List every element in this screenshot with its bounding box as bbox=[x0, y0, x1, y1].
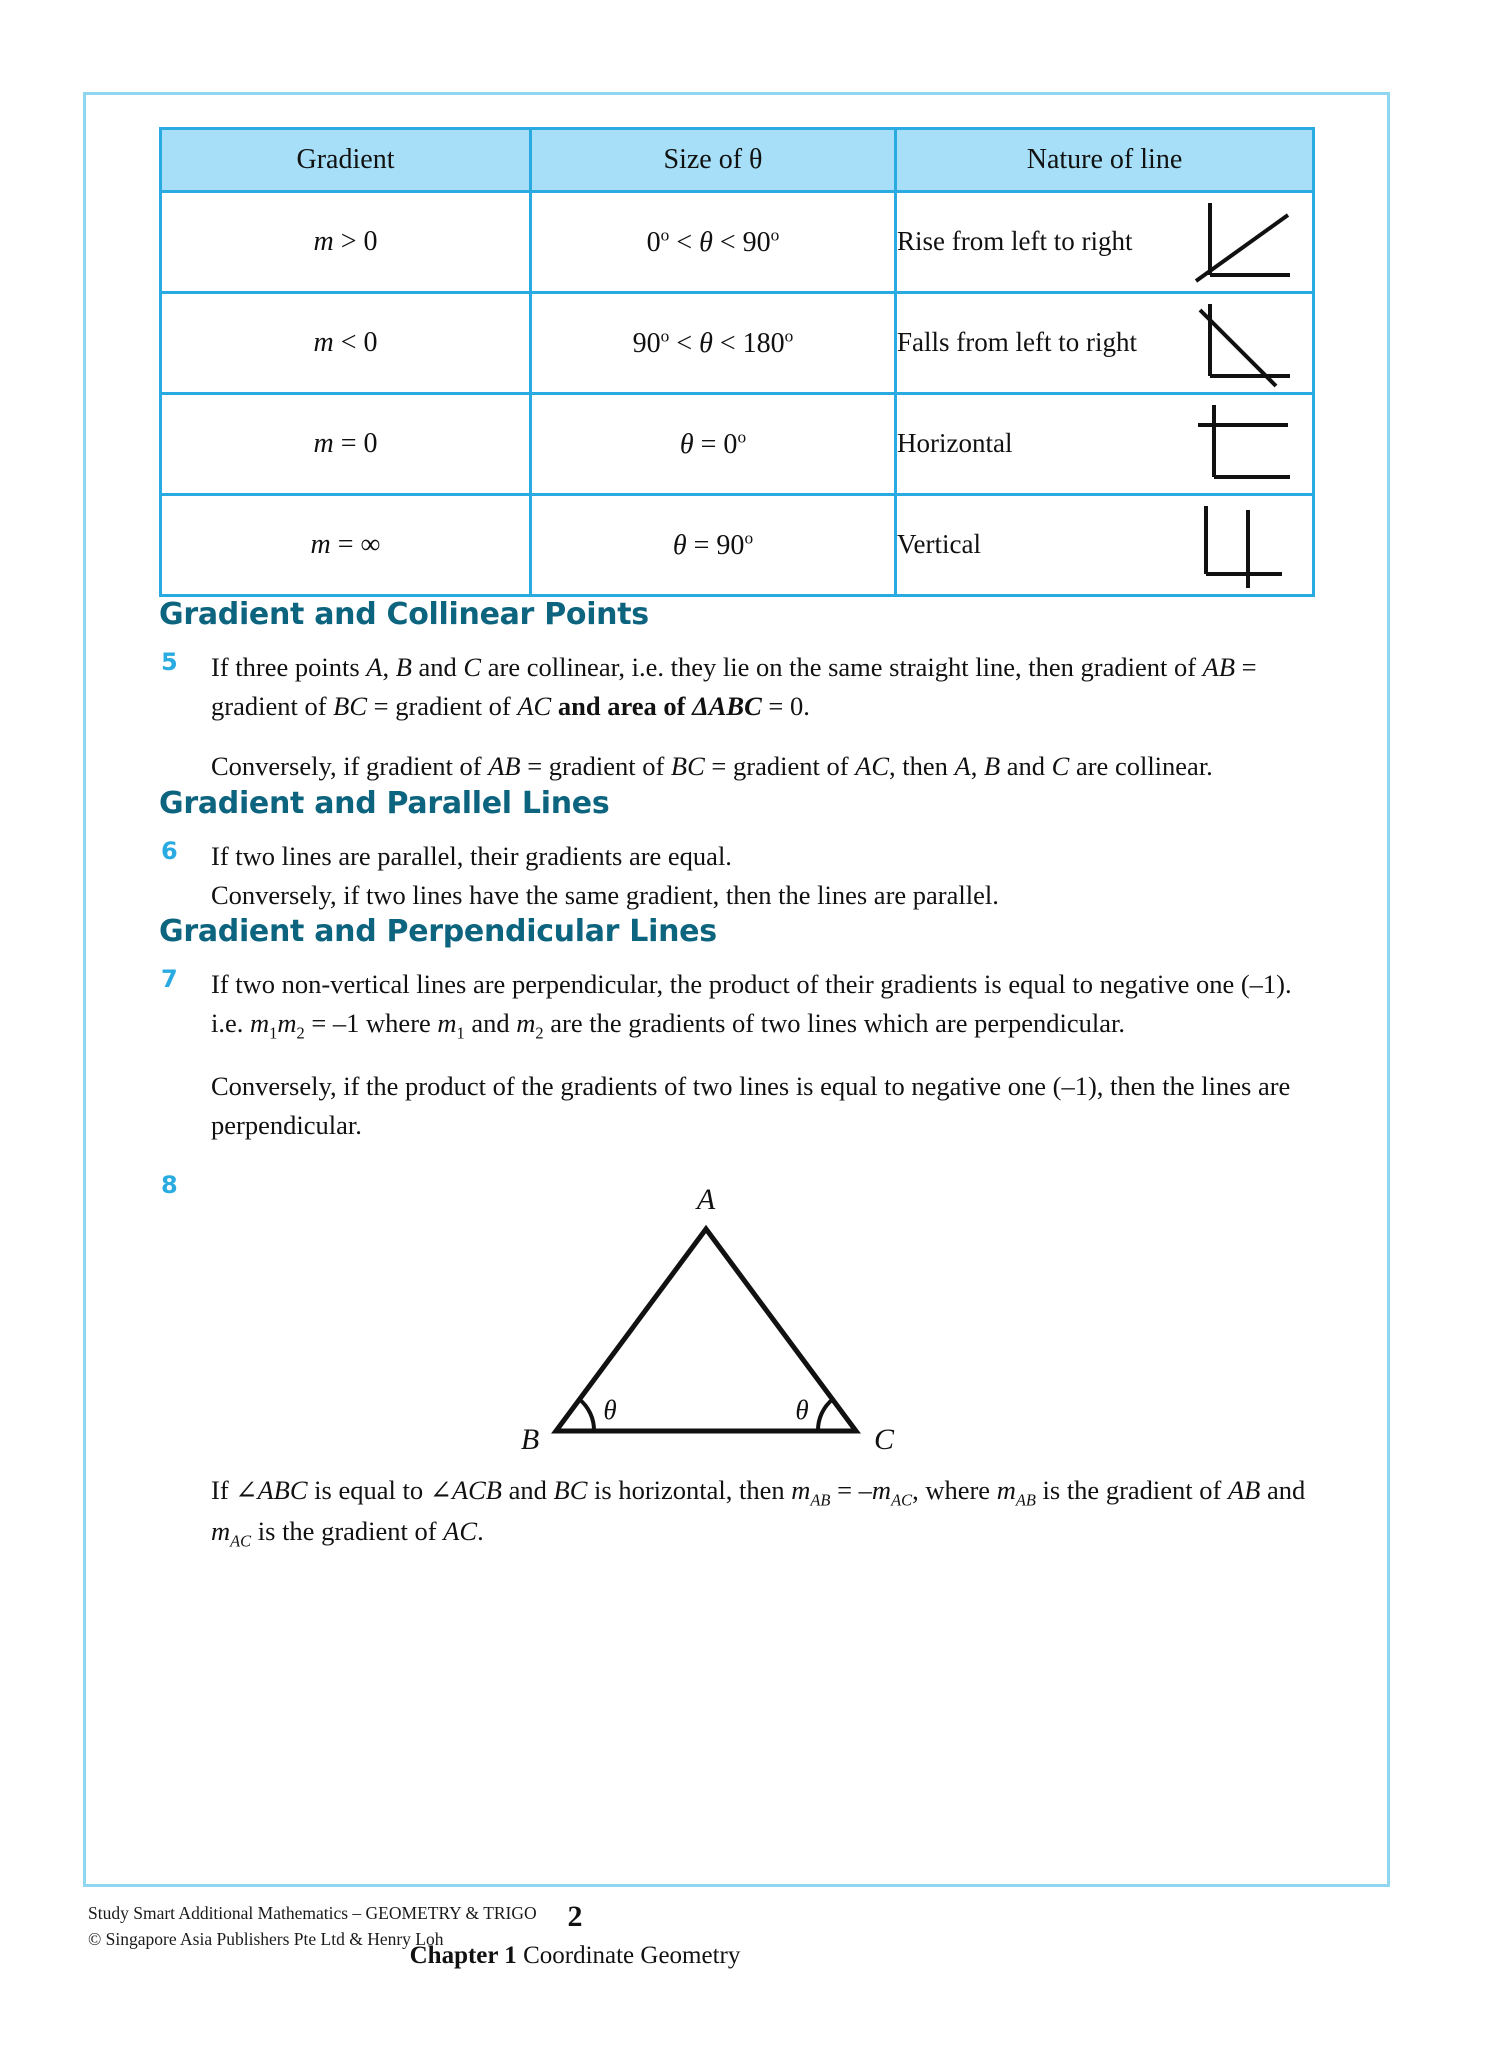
falling-line-axes-icon bbox=[1192, 298, 1296, 388]
item-number: 5 bbox=[161, 648, 178, 676]
footer-chapter-name: Coordinate Geometry bbox=[523, 1942, 741, 1969]
numbered-item-5 bbox=[159, 648, 1314, 786]
svg-text:θ: θ bbox=[603, 1394, 617, 1425]
column-header-size-theta: Size of θ bbox=[531, 129, 896, 192]
isosceles-triangle-ABC-figure bbox=[506, 1171, 906, 1471]
column-header-nature-of-line: Nature of line bbox=[896, 129, 1314, 192]
item-number: 6 bbox=[161, 837, 178, 866]
cell-gradient: m = 0 bbox=[161, 394, 531, 495]
item-5-paragraph-1: If three points A, B and C are collinear, i.e. they lie on the same straight line, then gradient of AB = gradient of BC = gradient of AC and area of ΔABC = 0. bbox=[211, 652, 1257, 721]
nature-label: Falls from left to right bbox=[897, 327, 1137, 357]
heading-gradient-parallel-lines: Gradient and Parallel Lines bbox=[159, 786, 610, 822]
heading-gradient-collinear-points: Gradient and Collinear Points bbox=[159, 597, 649, 632]
page-footer bbox=[0, 1900, 1501, 2010]
cell-nature-of-line bbox=[896, 495, 1314, 596]
footer-book-title: Study Smart Additional Mathematics – GEOMETRY & TRIGO bbox=[88, 1903, 537, 1923]
horizontal-line-axes-icon bbox=[1192, 399, 1296, 489]
vertical-line-axes-icon bbox=[1192, 500, 1296, 590]
item-number: 8 bbox=[161, 1170, 178, 1199]
cell-gradient: m < 0 bbox=[161, 293, 531, 394]
table-header-row bbox=[161, 129, 1314, 192]
svg-text:B: B bbox=[520, 1422, 540, 1456]
svg-text:A: A bbox=[696, 1182, 716, 1216]
cell-nature-of-line bbox=[896, 394, 1314, 495]
svg-text:θ: θ bbox=[795, 1394, 809, 1425]
item-8-caption: If ∠ABC is equal to ∠ACB and BC is horizontal, then $m_{AB} = -m_{AC}$, where $m_{AB}$ is the gradient of AB and $m_{AC}$ is the gradient of AC. bbox=[211, 1474, 1306, 1551]
cell-size-theta: $\theta = 0^o$ bbox=[531, 394, 896, 495]
table-row bbox=[161, 192, 1314, 293]
item-6-paragraph-1: If two lines are parallel, their gradients are equal. bbox=[211, 841, 732, 872]
footer-copyright: © Singapore Asia Publishers Pte Ltd & Henry Loh bbox=[88, 1929, 444, 1950]
cell-size-theta: $0^o < \theta < 90^o$ bbox=[531, 192, 896, 293]
triangle-figure-container bbox=[211, 1171, 1314, 1471]
cell-size-theta: $\theta = 90^o$ bbox=[531, 495, 896, 596]
item-number: 7 bbox=[161, 965, 178, 994]
item-5-paragraph-2: Conversely, if gradient of AB = gradient of BC = gradient of AC, then A, B and C are collinear. bbox=[211, 751, 1213, 782]
cell-gradient: m > 0 bbox=[161, 192, 531, 293]
cell-gradient: m = ∞ bbox=[161, 495, 531, 596]
numbered-item-7 bbox=[159, 965, 1314, 1144]
heading-gradient-perpendicular-lines: Gradient and Perpendicular Lines bbox=[159, 914, 717, 950]
svg-text:C: C bbox=[873, 1422, 895, 1456]
nature-label: Rise from left to right bbox=[897, 226, 1133, 256]
page-content bbox=[159, 127, 1314, 1553]
gradient-summary-table bbox=[159, 127, 1315, 597]
item-6-paragraph-2: Conversely, if two lines have the same gradient, then the lines are parallel. bbox=[211, 879, 999, 910]
footer-page-number: 2 bbox=[567, 1900, 583, 1933]
table-row bbox=[161, 394, 1314, 495]
table-row bbox=[161, 495, 1314, 596]
numbered-item-8 bbox=[159, 1171, 1314, 1554]
cell-size-theta: $90^o < \theta < 180^o$ bbox=[531, 293, 896, 394]
cell-nature-of-line bbox=[896, 192, 1314, 293]
numbered-item-6 bbox=[159, 837, 1314, 914]
column-header-gradient: Gradient bbox=[161, 129, 531, 192]
nature-label: Vertical bbox=[897, 529, 981, 559]
table-row bbox=[161, 293, 1314, 394]
footer-chapter-prefix: Chapter 1 bbox=[409, 1942, 517, 1969]
footer-chapter-line bbox=[0, 1942, 1150, 1970]
cell-nature-of-line bbox=[896, 293, 1314, 394]
item-7-paragraph-1: If two non-vertical lines are perpendicular, the product of their gradients is equal to negative one (–1). i.e. $m_1m_2 = -1$ where $m_1$ and $m_2$ are the gradients of two lines which are perpendicular. bbox=[211, 969, 1292, 1043]
rising-line-axes-icon bbox=[1192, 197, 1296, 287]
nature-label: Horizontal bbox=[897, 428, 1013, 458]
item-7-paragraph-2: Conversely, if the product of the gradients of two lines is equal to negative one (–1), then the lines are perpendicular. bbox=[211, 1071, 1291, 1141]
